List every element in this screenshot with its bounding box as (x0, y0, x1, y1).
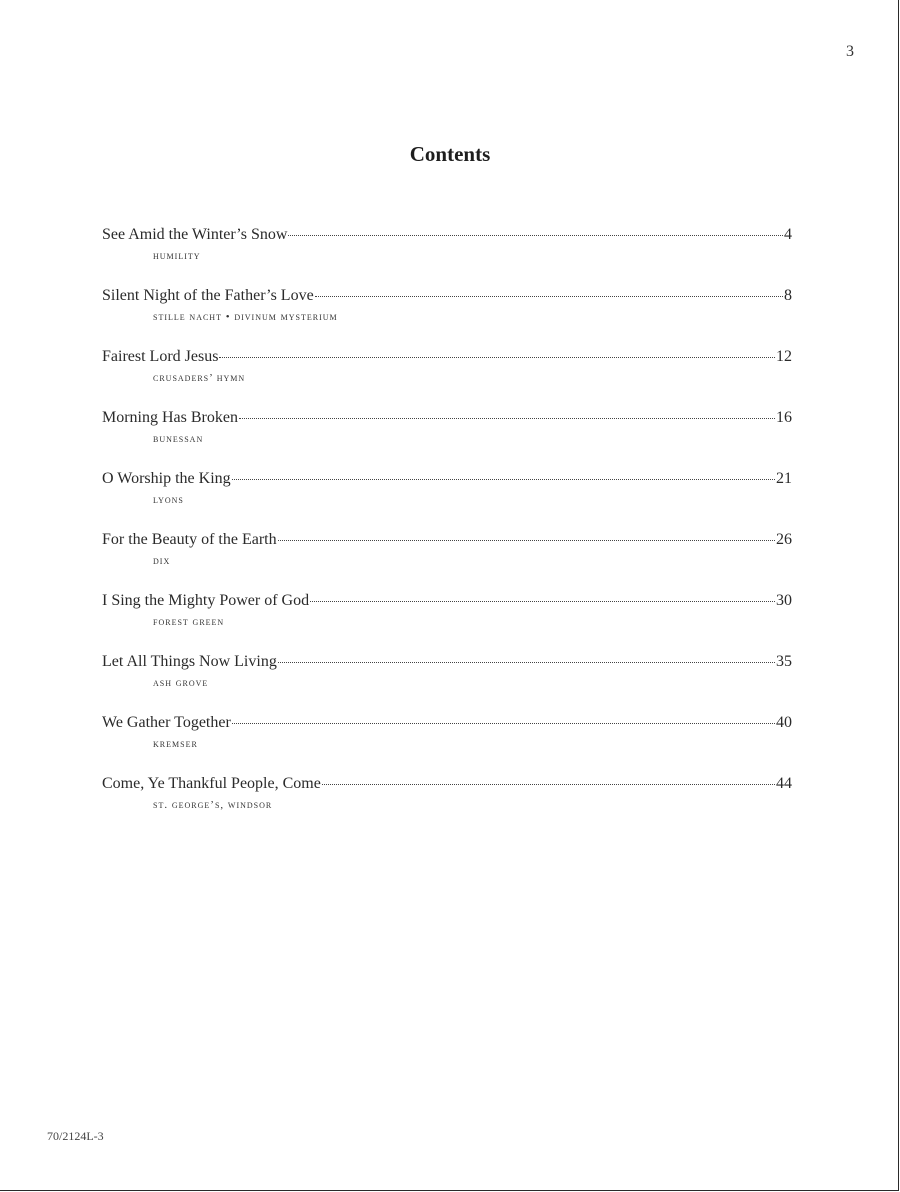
dot-leader (232, 479, 775, 480)
table-of-contents (102, 226, 792, 836)
toc-entry-tune: humility (153, 250, 201, 262)
toc-entry-page: 26 (776, 531, 792, 548)
toc-entry-line (102, 714, 792, 736)
toc-entry (102, 775, 792, 836)
page-number: 3 (846, 43, 854, 60)
dot-leader (278, 662, 775, 663)
dot-leader (239, 418, 775, 419)
toc-entry-title: Let All Things Now Living (102, 653, 277, 670)
toc-entry-page: 40 (776, 714, 792, 731)
dot-leader (278, 540, 775, 541)
toc-entry-page: 8 (784, 287, 792, 304)
toc-entry-title: For the Beauty of the Earth (102, 531, 277, 548)
toc-entry-line (102, 470, 792, 492)
toc-entry-tune: crusaders’ hymn (153, 372, 246, 384)
toc-entry-tune: stille nacht • divinum mysterium (153, 311, 338, 323)
dot-leader (219, 357, 775, 358)
toc-entry-tune: lyons (153, 494, 184, 506)
toc-entry-tune: st. george’s, windsor (153, 799, 273, 811)
dot-leader (310, 601, 775, 602)
toc-entry-title: Come, Ye Thankful People, Come (102, 775, 321, 792)
toc-entry-title: See Amid the Winter’s Snow (102, 226, 288, 243)
toc-entry-page: 16 (776, 409, 792, 426)
toc-entry-title: O Worship the King (102, 470, 231, 487)
toc-entry-tune: ash grove (153, 677, 209, 689)
toc-entry-title: We Gather Together (102, 714, 231, 731)
toc-entry-page: 4 (784, 226, 792, 243)
dot-leader (322, 784, 775, 785)
toc-entry-tune: bunessan (153, 433, 204, 445)
toc-entry (102, 653, 792, 714)
toc-entry-line (102, 592, 792, 614)
toc-entry-page: 35 (776, 653, 792, 670)
toc-entry-title: Silent Night of the Father’s Love (102, 287, 314, 304)
toc-entry (102, 287, 792, 348)
dot-leader (288, 235, 783, 236)
toc-entry-page: 12 (776, 348, 792, 365)
dot-leader (232, 723, 775, 724)
toc-entry-title: Morning Has Broken (102, 409, 238, 426)
toc-entry (102, 592, 792, 653)
toc-entry (102, 531, 792, 592)
toc-entry-line (102, 226, 792, 248)
toc-entry (102, 714, 792, 775)
toc-entry (102, 226, 792, 287)
footer-code: 70/2124L-3 (47, 1129, 104, 1143)
toc-entry (102, 409, 792, 470)
toc-entry-line (102, 348, 792, 370)
toc-entry-tune: kremser (153, 738, 198, 750)
toc-entry-page: 21 (776, 470, 792, 487)
toc-entry-line (102, 531, 792, 553)
toc-entry-line (102, 287, 792, 309)
dot-leader (315, 296, 783, 297)
toc-entry-line (102, 775, 792, 797)
toc-entry (102, 470, 792, 531)
toc-entry (102, 348, 792, 409)
page-title: Contents (409, 142, 491, 166)
toc-entry-line (102, 653, 792, 675)
toc-entry-page: 44 (776, 775, 792, 792)
toc-entry-line (102, 409, 792, 431)
toc-entry-title: Fairest Lord Jesus (102, 348, 219, 365)
toc-entry-page: 30 (776, 592, 792, 609)
toc-entry-tune: dix (153, 555, 171, 567)
toc-entry-title: I Sing the Mighty Power of God (102, 592, 310, 609)
toc-entry-tune: forest green (153, 616, 225, 628)
